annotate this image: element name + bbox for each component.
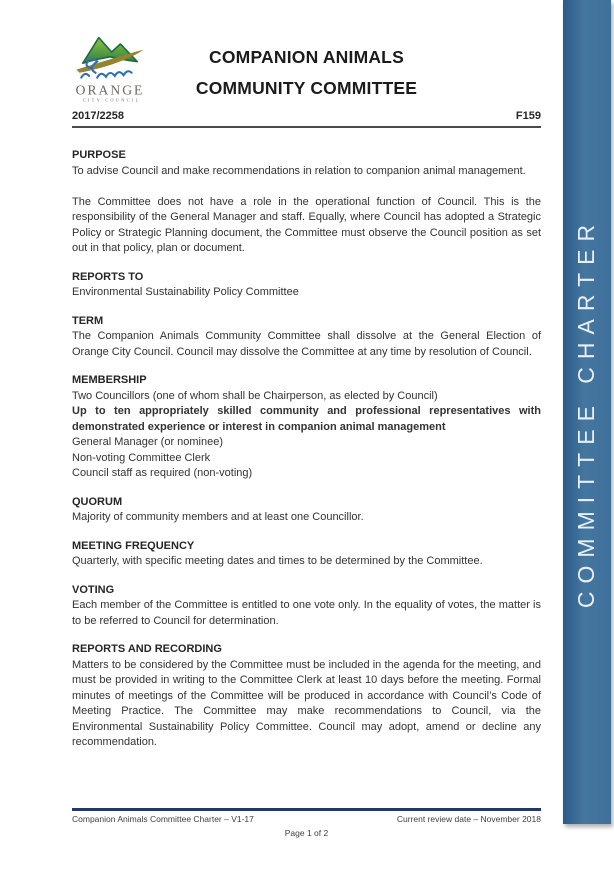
section-reports-to [72, 270, 541, 301]
section-heading: MEETING FREQUENCY [72, 539, 195, 552]
footer-row [72, 814, 541, 824]
sections-container [72, 128, 541, 751]
section-paragraph: Environmental Sustainability Policy Committee [72, 286, 299, 298]
section-membership [72, 373, 541, 482]
section-heading: QUORUM [72, 495, 123, 508]
file-reference: F159 [515, 110, 541, 122]
section-heading: MEMBERSHIP [72, 374, 147, 386]
section-paragraph: Two Councillors (one of whom shall be Chairperson, as elected by Council) [72, 389, 438, 402]
footer-page-number: Page 1 of 2 [284, 828, 329, 838]
section-paragraph: Matters to be considered by the Committee must be included in the agenda for the meeting, and must be provided in writing to the Committee Clerk at least 10 days before the meeting. Formal minutes of meetings of the Committee will be produced in accordance with Council’s Code of Meeting Practice. The Committee may make recommendations to Council, via the Environmental Sustainability Policy Committee. Council may adopt, amend or decline any recommendation. [72, 658, 541, 748]
section-reports-and-recording [72, 642, 541, 751]
footer-review-date: Current review date – November 2018 [396, 814, 541, 824]
committee-charter-banner-label: COMMITTEE CHARTER [573, 216, 600, 608]
section-paragraph: To advise Council and make recommendations in relation to companion animal management. [72, 164, 526, 177]
section-paragraph: Majority of community members and at least one Councillor. [72, 511, 364, 523]
section-paragraph: The Committee does not have a role in the operational function of Council. This is the responsibility of the General Manager and staff. Equally, where Council has adopted a Strategic Policy or Strategic Planning document, the Committee must observe the Council position as set out in that policy, plan or document. [72, 195, 541, 254]
section-paragraph: Up to ten appropriately skilled community and professional representatives with demonstrated experience or interest in companion animal management [72, 405, 541, 433]
section-heading: TERM [72, 314, 104, 327]
footer-divider [72, 808, 541, 811]
document-content [72, 0, 541, 751]
section-meeting-frequency [72, 539, 541, 570]
document-footer [72, 808, 541, 838]
section-paragraph: General Manager (or nominee) [72, 436, 224, 448]
logo-org-subtitle: CITY COUNCIL [82, 97, 141, 103]
section-paragraph: The Companion Animals Community Committee shall dissolve at the General Election of Orange City Council. Council may dissolve the Committee at any time by resolution of Council. [72, 330, 541, 358]
section-heading: VOTING [72, 583, 115, 596]
logo-org-name: ORANGE [75, 82, 145, 98]
section-heading: PURPOSE [72, 149, 126, 161]
reference-row [72, 110, 541, 122]
section-heading: REPORTS TO [72, 270, 144, 283]
document-reference: 2017/2258 [72, 110, 124, 122]
orange-city-council-logo [70, 28, 150, 108]
committee-charter-banner [563, 0, 611, 824]
section-term [72, 314, 541, 361]
section-voting [72, 583, 541, 630]
section-purpose [72, 148, 541, 257]
page-title-line2: COMMUNITY COMMITTEE [195, 78, 418, 98]
page-title-line1: COMPANION ANIMALS [209, 47, 404, 67]
section-heading: REPORTS AND RECORDING [72, 643, 222, 655]
section-paragraph: Each member of the Committee is entitled to one vote only. In the equality of votes, the matter is to be referred to Council for determination. [72, 599, 541, 627]
section-paragraph: Non-voting Committee Clerk [72, 451, 211, 464]
section-paragraph: Council staff as required (non-voting) [72, 467, 253, 479]
section-quorum [72, 495, 541, 526]
section-paragraph: Quarterly, with specific meeting dates and times to be determined by the Committee. [72, 555, 483, 567]
document-header [72, 0, 541, 104]
footer-document-version: Companion Animals Committee Charter – V1-17 [72, 814, 254, 824]
